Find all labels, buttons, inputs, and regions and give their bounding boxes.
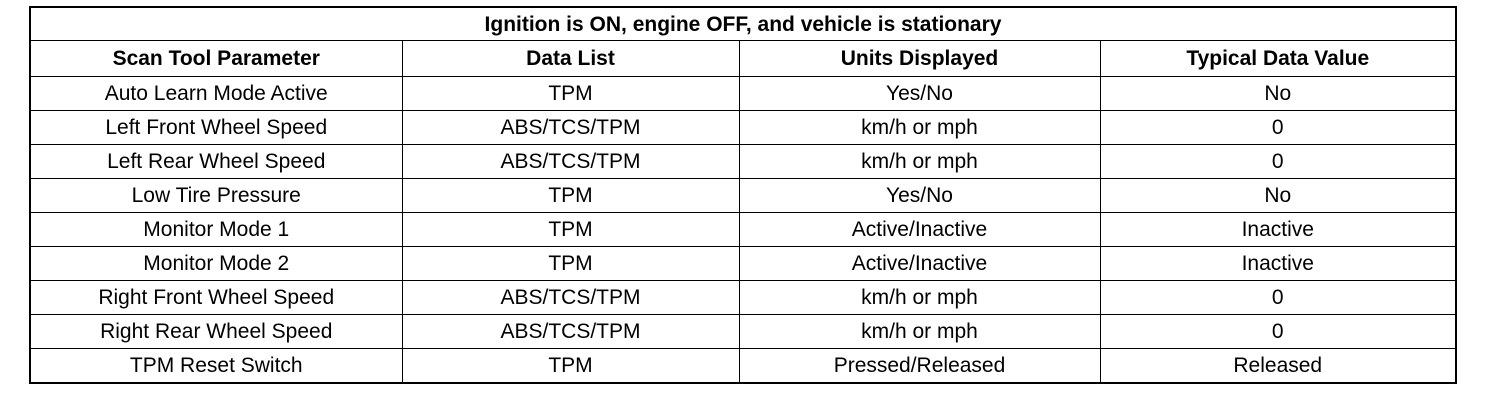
parameter-cell: Left Front Wheel Speed [30,111,402,145]
data-list-cell: ABS/TCS/TPM [402,145,739,179]
table-title: Ignition is ON, engine OFF, and vehicle is stationary [30,7,1456,41]
typical-value-cell: No [1100,179,1456,213]
data-list-cell: ABS/TCS/TPM [402,281,739,315]
typical-value-cell: Inactive [1100,247,1456,281]
parameter-cell: Left Rear Wheel Speed [30,145,402,179]
data-list-cell: TPM [402,213,739,247]
typical-value-cell: Released [1100,349,1456,384]
table-row [30,349,1456,384]
data-list-cell: TPM [402,247,739,281]
table-title-row [30,7,1456,41]
data-list-cell: TPM [402,349,739,384]
table-row [30,145,1456,179]
parameter-cell: Monitor Mode 1 [30,213,402,247]
column-header-units-displayed: Units Displayed [739,41,1100,77]
units-cell: km/h or mph [739,281,1100,315]
table-row [30,77,1456,111]
data-list-cell: TPM [402,77,739,111]
column-header-scan-tool-parameter: Scan Tool Parameter [30,41,402,77]
parameter-cell: Right Front Wheel Speed [30,281,402,315]
column-header-typical-data-value: Typical Data Value [1100,41,1456,77]
table-row [30,179,1456,213]
units-cell: Pressed/Released [739,349,1100,384]
typical-value-cell: No [1100,77,1456,111]
typical-value-cell: 0 [1100,281,1456,315]
column-header-data-list: Data List [402,41,739,77]
table-row [30,247,1456,281]
units-cell: km/h or mph [739,315,1100,349]
data-list-cell: TPM [402,179,739,213]
parameter-cell: Low Tire Pressure [30,179,402,213]
units-cell: Yes/No [739,179,1100,213]
parameter-cell: Auto Learn Mode Active [30,77,402,111]
table-row [30,315,1456,349]
typical-value-cell: 0 [1100,315,1456,349]
scan-tool-data-table [29,6,1457,384]
data-list-cell: ABS/TCS/TPM [402,111,739,145]
typical-value-cell: 0 [1100,145,1456,179]
parameter-cell: Monitor Mode 2 [30,247,402,281]
parameter-cell: Right Rear Wheel Speed [30,315,402,349]
units-cell: Active/Inactive [739,213,1100,247]
units-cell: km/h or mph [739,145,1100,179]
table-row [30,281,1456,315]
units-cell: km/h or mph [739,111,1100,145]
table-row [30,111,1456,145]
parameter-cell: TPM Reset Switch [30,349,402,384]
units-cell: Yes/No [739,77,1100,111]
table-row [30,213,1456,247]
units-cell: Active/Inactive [739,247,1100,281]
typical-value-cell: Inactive [1100,213,1456,247]
table-header-row [30,41,1456,77]
data-list-cell: ABS/TCS/TPM [402,315,739,349]
typical-value-cell: 0 [1100,111,1456,145]
